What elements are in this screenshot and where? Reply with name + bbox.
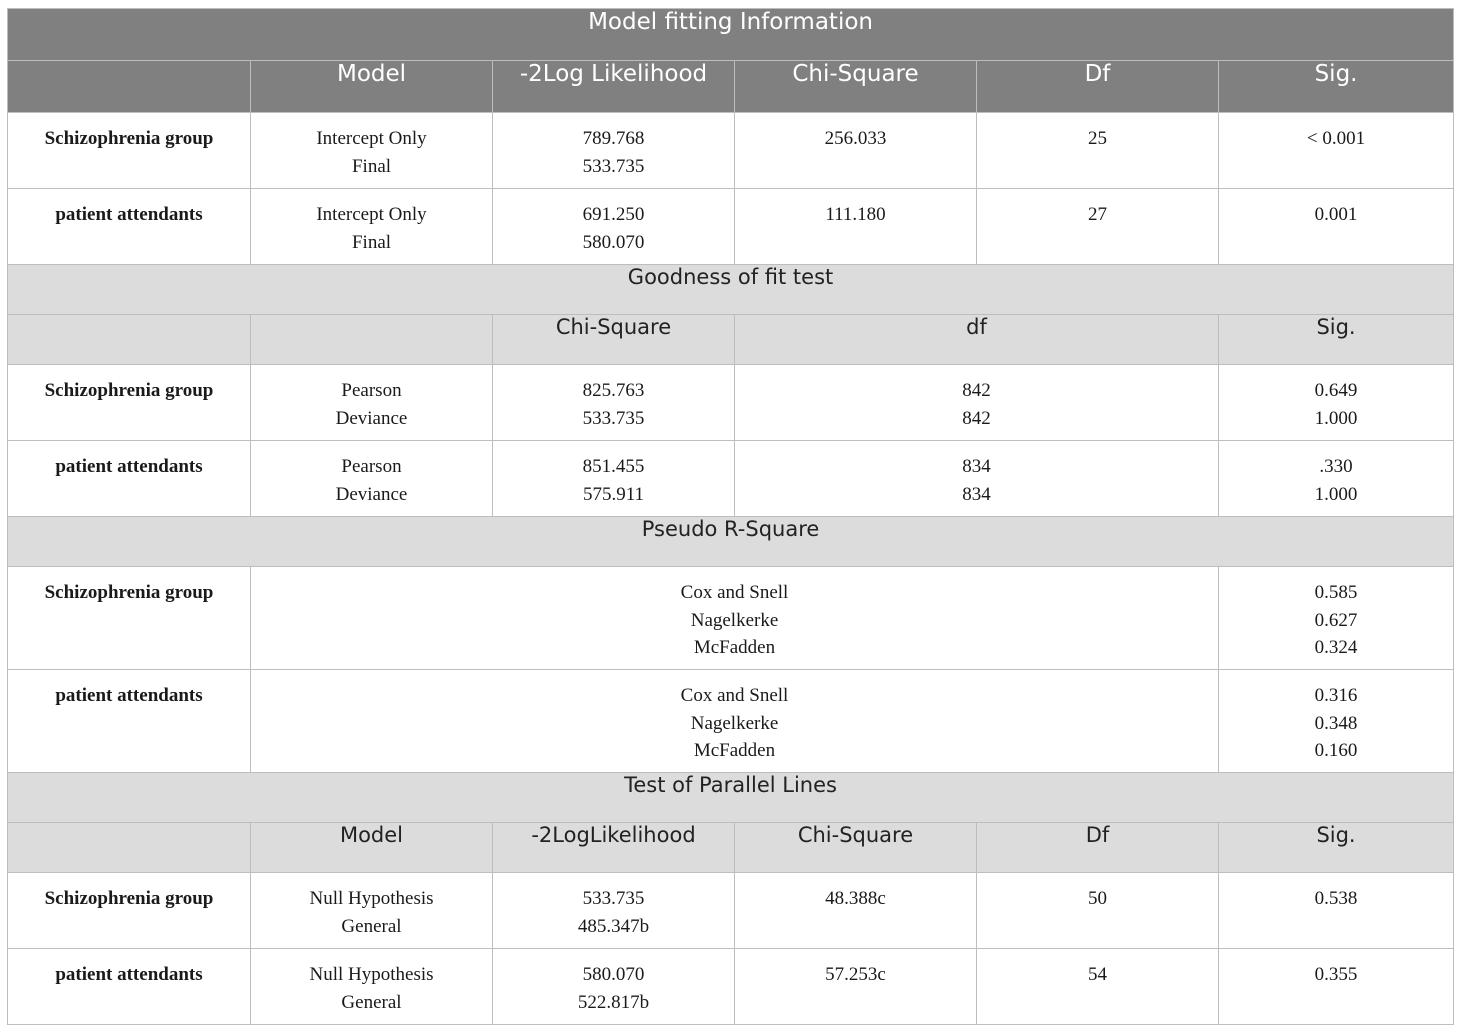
likelihood-cell: 691.250 580.070 <box>493 189 735 265</box>
value-cell: 0.585 0.627 0.324 <box>1219 567 1454 670</box>
model-fitting-title: Model fitting Information <box>8 9 1454 61</box>
likelihood-cell: 789.768 533.735 <box>493 113 735 189</box>
chi-square-cell: 57.253c <box>735 949 977 1025</box>
model-cell: Null Hypothesis General <box>251 949 493 1025</box>
chi-square-cell: 48.388c <box>735 873 977 949</box>
sig-cell: .330 1.000 <box>1219 441 1454 517</box>
model-cell: Intercept Only Final <box>251 113 493 189</box>
measure-cell: Cox and Snell Nagelkerke McFadden <box>251 670 1219 773</box>
header-chi-square: Chi-Square <box>493 315 735 365</box>
stat-cell: Pearson Deviance <box>251 441 493 517</box>
table-row <box>8 113 1454 189</box>
likelihood-cell: 580.070 522.817b <box>493 949 735 1025</box>
pseudo-r-square-title-row <box>8 517 1454 567</box>
header-likelihood: -2Log Likelihood <box>493 61 735 113</box>
parallel-lines-title: Test of Parallel Lines <box>8 773 1454 823</box>
stat-cell: Pearson Deviance <box>251 365 493 441</box>
df-cell: 842 842 <box>735 365 1219 441</box>
table-row <box>8 567 1454 670</box>
measure-cell: Cox and Snell Nagelkerke McFadden <box>251 567 1219 670</box>
header-blank <box>8 823 251 873</box>
group-label: patient attendants <box>8 189 251 265</box>
table-row <box>8 873 1454 949</box>
parallel-lines-title-row <box>8 773 1454 823</box>
statistics-table <box>7 8 1454 1025</box>
group-label: Schizophrenia group <box>8 567 251 670</box>
table-row <box>8 949 1454 1025</box>
group-label: patient attendants <box>8 949 251 1025</box>
model-cell: Null Hypothesis General <box>251 873 493 949</box>
df-cell: 834 834 <box>735 441 1219 517</box>
header-chi-square: Chi-Square <box>735 61 977 113</box>
header-sig: Sig. <box>1219 823 1454 873</box>
df-cell: 25 <box>977 113 1219 189</box>
group-label: patient attendants <box>8 670 251 773</box>
header-blank <box>8 61 251 113</box>
pseudo-r-square-title: Pseudo R-Square <box>8 517 1454 567</box>
model-fitting-header-row <box>8 61 1454 113</box>
sig-cell: < 0.001 <box>1219 113 1454 189</box>
df-cell: 27 <box>977 189 1219 265</box>
value-cell: 0.316 0.348 0.160 <box>1219 670 1454 773</box>
header-sig: Sig. <box>1219 61 1454 113</box>
header-df: df <box>735 315 1219 365</box>
goodness-header-row <box>8 315 1454 365</box>
header-blank <box>251 315 493 365</box>
header-likelihood: -2LogLikelihood <box>493 823 735 873</box>
header-model: Model <box>251 61 493 113</box>
header-df: Df <box>977 823 1219 873</box>
header-sig: Sig. <box>1219 315 1454 365</box>
goodness-title: Goodness of fit test <box>8 265 1454 315</box>
table-row <box>8 365 1454 441</box>
chi-square-cell: 111.180 <box>735 189 977 265</box>
table-row <box>8 441 1454 517</box>
header-blank <box>8 315 251 365</box>
sig-cell: 0.001 <box>1219 189 1454 265</box>
group-label: Schizophrenia group <box>8 873 251 949</box>
df-cell: 50 <box>977 873 1219 949</box>
sig-cell: 0.355 <box>1219 949 1454 1025</box>
header-chi-square: Chi-Square <box>735 823 977 873</box>
table-row <box>8 189 1454 265</box>
sig-cell: 0.538 <box>1219 873 1454 949</box>
table-row <box>8 670 1454 773</box>
df-cell: 54 <box>977 949 1219 1025</box>
chi-square-cell: 825.763 533.735 <box>493 365 735 441</box>
goodness-title-row <box>8 265 1454 315</box>
model-cell: Intercept Only Final <box>251 189 493 265</box>
group-label: Schizophrenia group <box>8 113 251 189</box>
header-model: Model <box>251 823 493 873</box>
sig-cell: 0.649 1.000 <box>1219 365 1454 441</box>
parallel-lines-header-row <box>8 823 1454 873</box>
header-df: Df <box>977 61 1219 113</box>
group-label: patient attendants <box>8 441 251 517</box>
likelihood-cell: 533.735 485.347b <box>493 873 735 949</box>
group-label: Schizophrenia group <box>8 365 251 441</box>
model-fitting-title-row <box>8 9 1454 61</box>
chi-square-cell: 851.455 575.911 <box>493 441 735 517</box>
chi-square-cell: 256.033 <box>735 113 977 189</box>
